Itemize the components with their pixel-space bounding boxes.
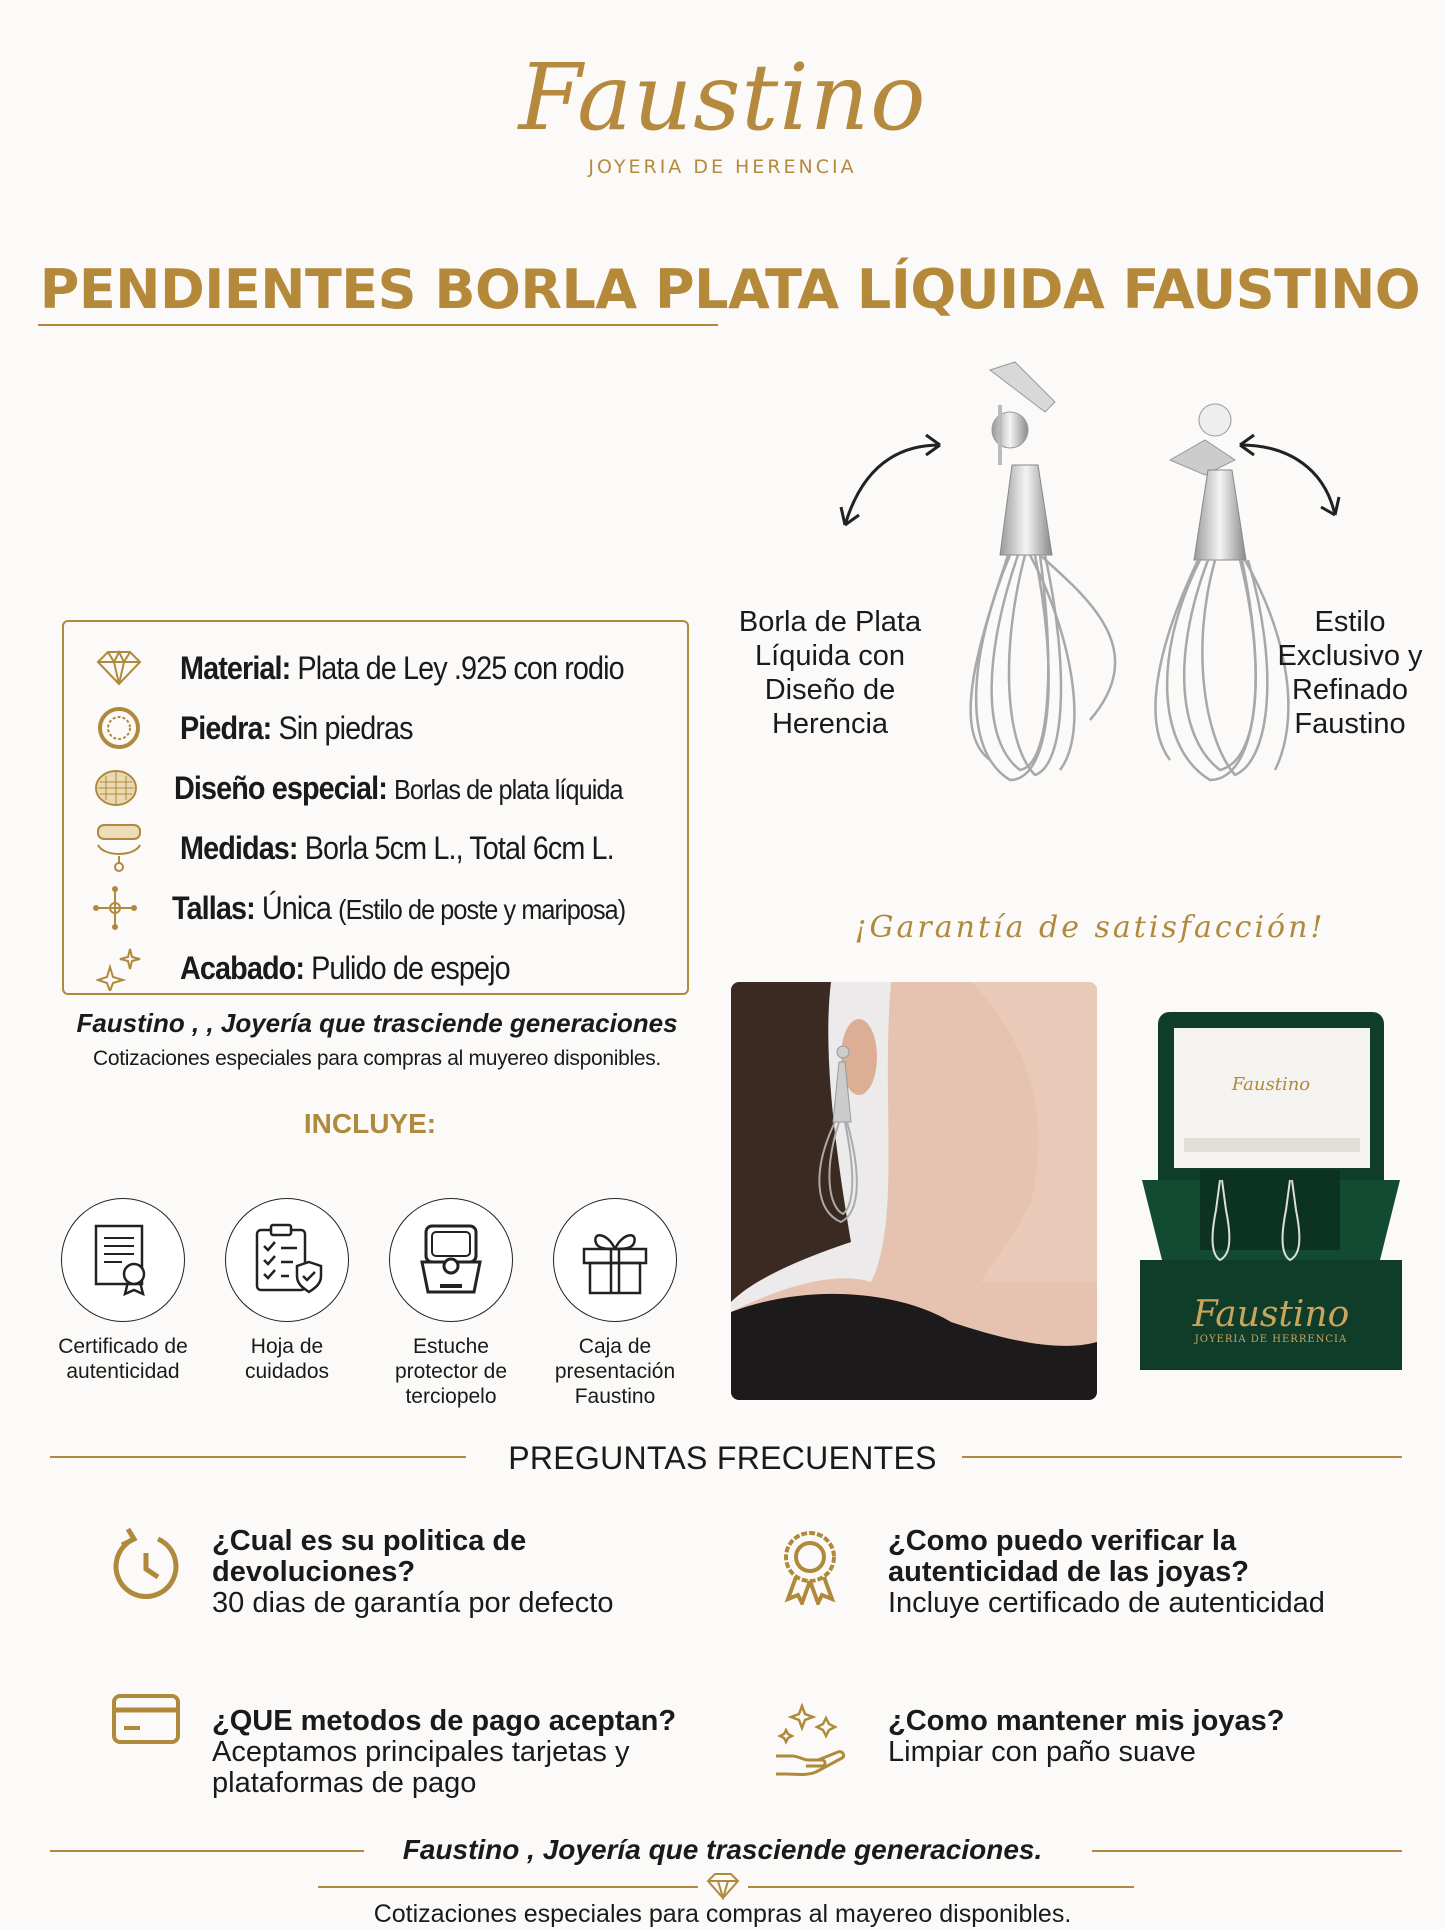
- post-icon: [90, 882, 140, 934]
- include-label: Certificado de autenticidad: [58, 1335, 188, 1383]
- spec-diseno: [90, 758, 673, 818]
- spec-label: Material:: [179, 649, 291, 686]
- footer-ornament-right: [748, 1886, 1134, 1888]
- faq-item-returns: [212, 1526, 712, 1619]
- title-underline: [38, 324, 718, 326]
- box-tagline: JOYERIA DE HERRENCIA: [1194, 1334, 1348, 1345]
- checklist-icon: [225, 1198, 349, 1322]
- spec-piedra: [90, 698, 673, 758]
- spec-label: Tallas:: [172, 889, 255, 926]
- measure-icon: [90, 822, 148, 874]
- credit-card-icon: [110, 1690, 190, 1770]
- include-label: Hoja de cuidados: [244, 1335, 330, 1383]
- brand-name: Faustino: [518, 44, 927, 151]
- faq-question: ¿Como puedo verificar la autenticidad de las joyas?: [888, 1525, 1249, 1588]
- spec-value: Borla 5cm L., Total 6cm L.: [304, 829, 614, 866]
- spec-label: Acabado:: [180, 949, 305, 986]
- diamond-icon: [90, 642, 148, 694]
- model-photo: [731, 982, 1097, 1400]
- specifications-box: [62, 620, 689, 995]
- faq-answer: 30 dias de garantía por defecto: [212, 1587, 614, 1619]
- spec-label: Diseño especial:: [174, 769, 388, 806]
- faq-item-care: [888, 1706, 1408, 1768]
- guarantee-text: ¡Garantía de satisfacción!: [854, 910, 1326, 945]
- faq-answer: Limpiar con paño suave: [888, 1736, 1196, 1768]
- faq-item-authenticity: [888, 1526, 1408, 1619]
- faq-question: ¿QUE metodos de pago aceptan?: [212, 1705, 677, 1737]
- spec-label: Medidas:: [180, 829, 298, 866]
- spec-value: Borlas de plata líquida: [394, 773, 624, 805]
- left-tagline: Faustino , , Joyería que trasciende generaciones: [76, 1008, 678, 1038]
- spec-value: Plata de Ley .925 con rodio: [297, 649, 624, 686]
- spec-tallas: [90, 878, 673, 938]
- faq-item-payment: [212, 1706, 732, 1799]
- spec-extra: (Estilo de poste y mariposa): [338, 893, 626, 925]
- earrings-product-image: [720, 350, 1430, 830]
- ring-icon: [90, 702, 148, 754]
- footer-note: Cotizaciones especiales para compras al mayereo disponibles.: [373, 1900, 1072, 1928]
- left-subtagline: Cotizaciones especiales para compras al muyereo disponibles.: [93, 1047, 661, 1070]
- include-item-certificate: [43, 1198, 203, 1384]
- certificate-icon: [61, 1198, 185, 1322]
- gift-box-icon: [553, 1198, 677, 1322]
- include-label: Caja de presentación Faustino: [554, 1335, 676, 1408]
- spec-value: Única: [261, 889, 332, 926]
- faq-title: PREGUNTAS FRECUENTES: [508, 1440, 937, 1476]
- spec-value: Pulido de espejo: [311, 949, 510, 986]
- footer-tagline: Faustino , Joyería que trasciende generaciones.: [402, 1834, 1043, 1865]
- filigree-icon: [90, 762, 142, 814]
- spec-medidas: [90, 818, 673, 878]
- spec-label: Piedra:: [180, 709, 272, 746]
- includes-title: INCLUYE:: [303, 1108, 437, 1139]
- page-title: PENDIENTES BORLA PLATA LÍQUIDA FAUSTINO: [39, 258, 1421, 321]
- brand-logo: [0, 44, 1445, 178]
- box-brand: Faustino: [1192, 1294, 1350, 1335]
- include-item-gift-box: [535, 1198, 695, 1409]
- spec-material: [90, 638, 673, 698]
- spec-value: Sin piedras: [278, 709, 413, 746]
- brand-tagline: JOYERIA DE HERENCIA: [588, 156, 857, 178]
- award-icon: [770, 1525, 850, 1605]
- care-hand-icon: [772, 1700, 852, 1780]
- return-icon: [106, 1525, 186, 1605]
- footer-ornament-left: [318, 1886, 698, 1888]
- callout-left: Borla de Plata Líquida con Diseño de Herencia: [738, 606, 922, 740]
- include-item-case: [371, 1198, 531, 1409]
- faq-answer: Incluye certificado de autenticidad: [888, 1587, 1325, 1619]
- faq-question: ¿Como mantener mis joyas?: [888, 1705, 1285, 1737]
- include-item-care-sheet: [207, 1198, 367, 1384]
- faq-question: ¿Cual es su politica de devoluciones?: [212, 1525, 527, 1588]
- spec-acabado: [90, 938, 673, 998]
- box-lid-brand: Faustino: [1231, 1074, 1311, 1095]
- faq-answer: Aceptamos principales tarjetas y plataformas de pago: [212, 1736, 630, 1799]
- gift-box-photo: [1140, 1010, 1402, 1372]
- include-label: Estuche protector de terciopelo: [394, 1335, 508, 1408]
- jewelry-case-icon: [389, 1198, 513, 1322]
- sparkle-icon: [90, 942, 148, 994]
- callout-right: Estilo Exclusivo y Refinado Faustino: [1277, 606, 1423, 740]
- diamond-icon: [706, 1872, 740, 1900]
